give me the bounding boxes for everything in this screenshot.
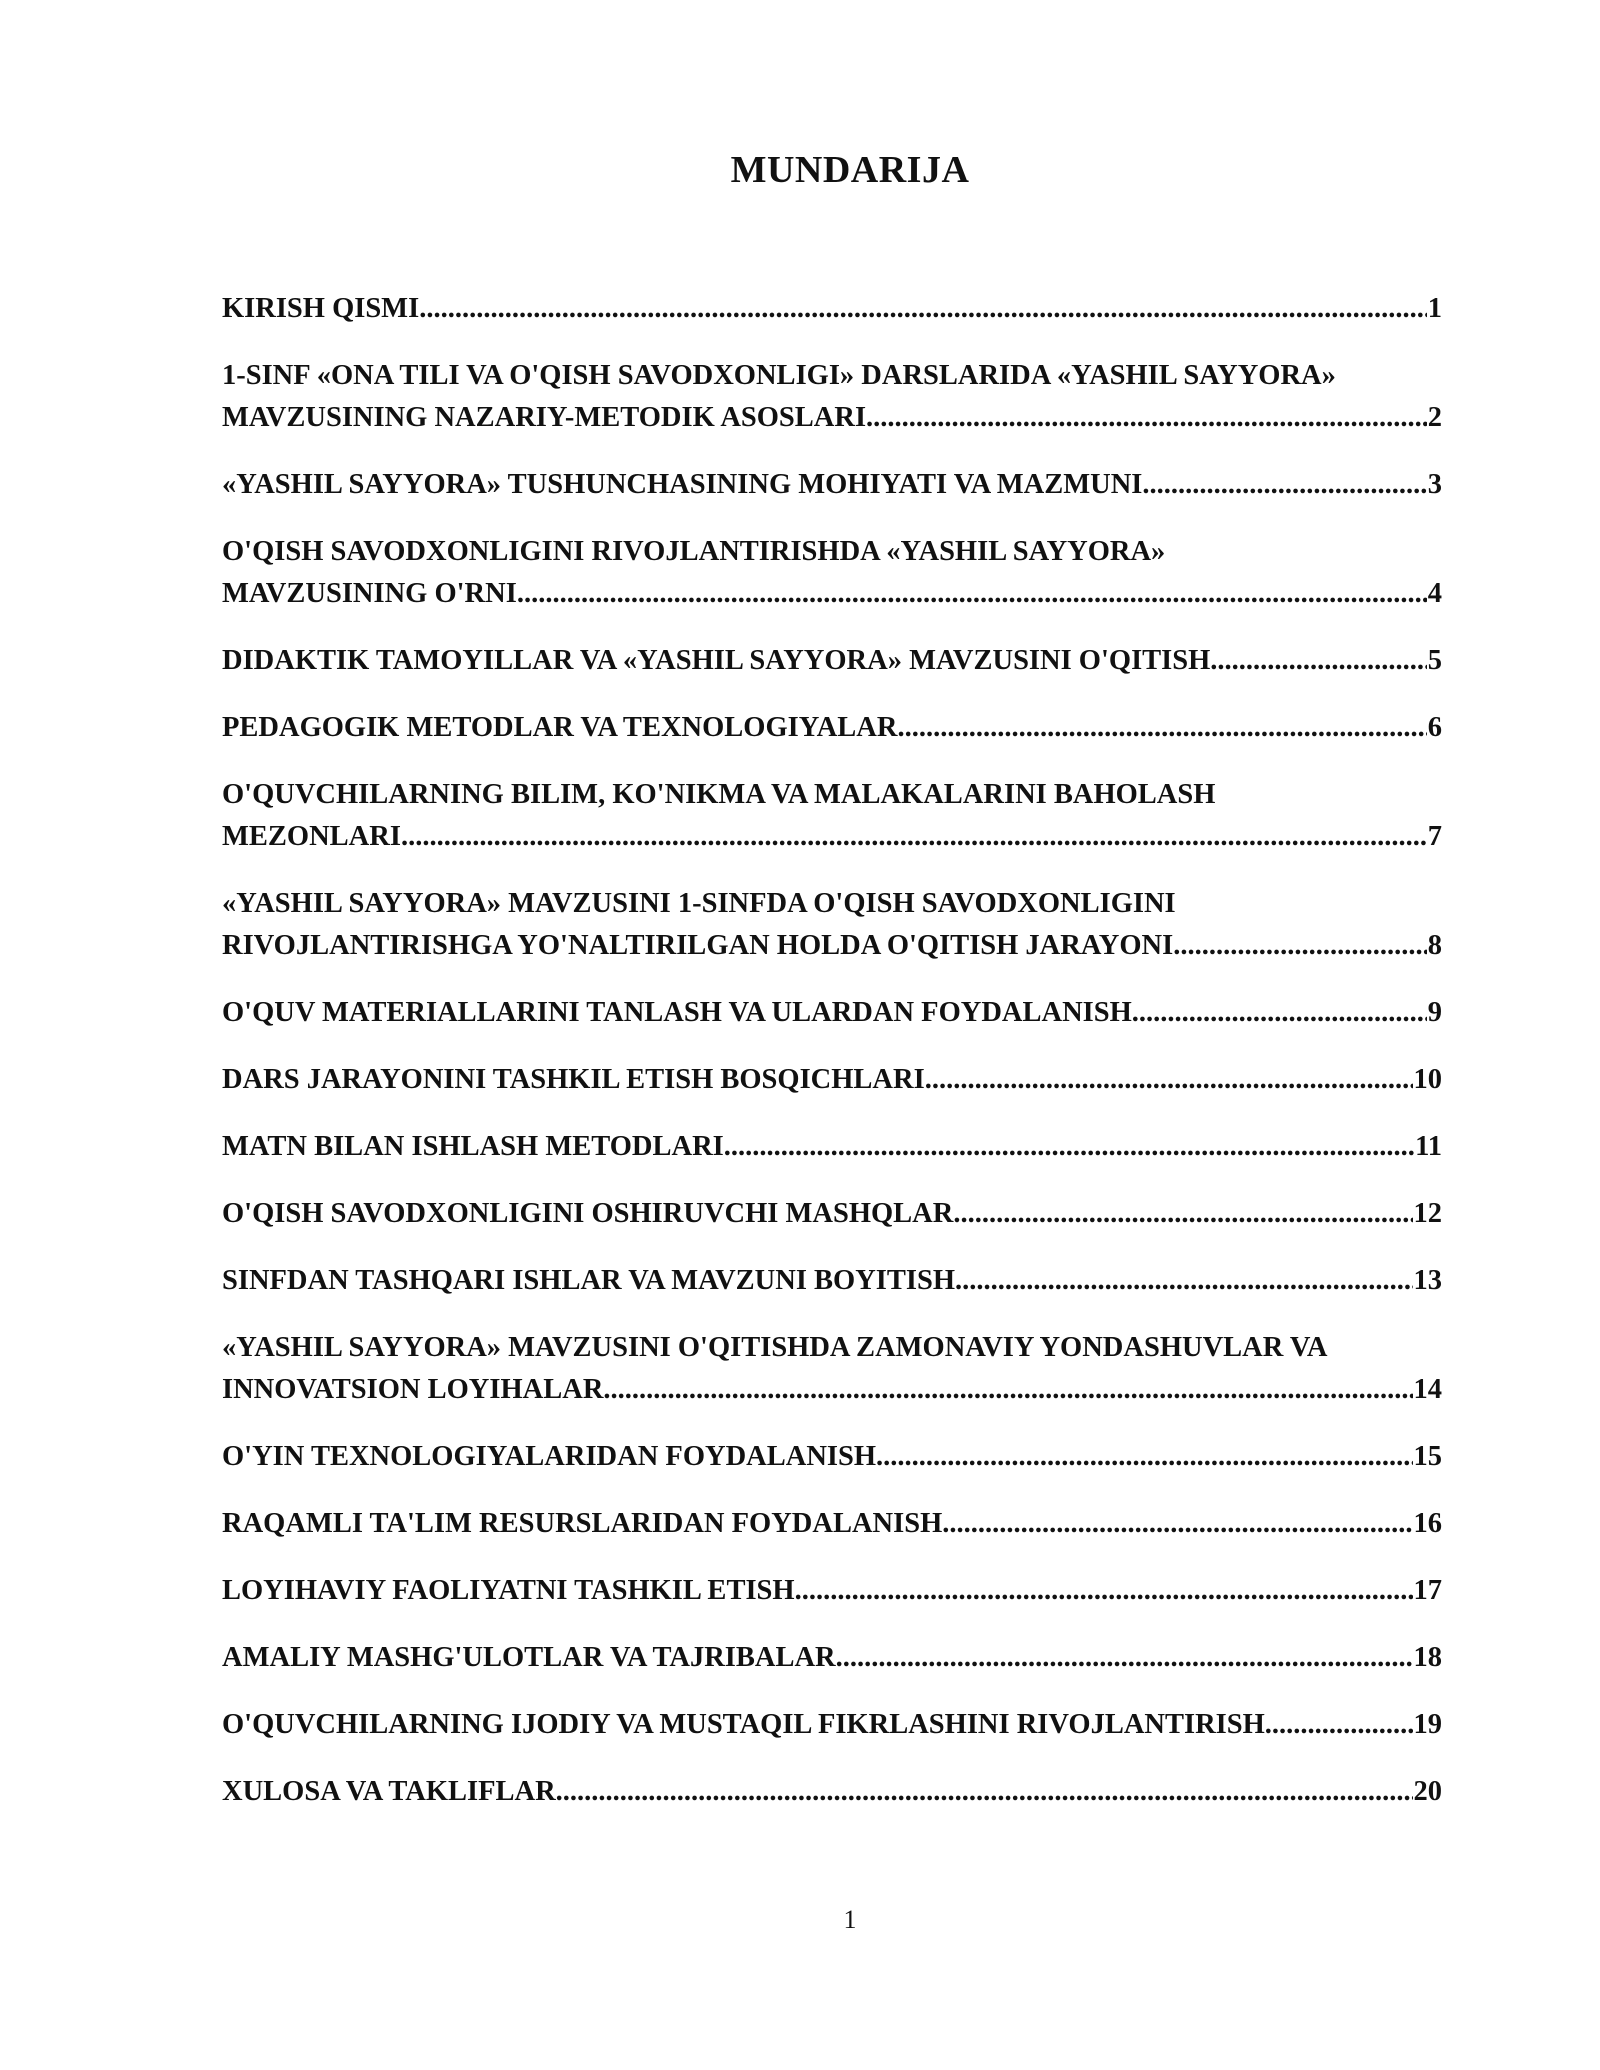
toc-entry[interactable] [222, 1126, 1442, 1168]
toc-entry-title-line: MAVZUSINING O'RNI [222, 578, 517, 609]
dot-leader [603, 1369, 1412, 1411]
toc-entry[interactable] [222, 883, 1442, 967]
dot-leader [1132, 992, 1427, 1034]
toc-page-number: 17 [1413, 1575, 1442, 1606]
toc-page-number: 14 [1413, 1374, 1442, 1405]
toc-entry-last-line [222, 1369, 1442, 1411]
toc-entry-title-line: O'QISH SAVODXONLIGINI RIVOJLANTIRISHDA «YASHIL SAYYORA» [222, 536, 1166, 567]
toc-entry-title-line: «YASHIL SAYYORA» MAVZUSINI O'QITISHDA ZAMONAVIY YONDASHUVLAR VA [222, 1332, 1328, 1363]
toc-page-number: 10 [1413, 1064, 1442, 1095]
toc-entry[interactable] [222, 1570, 1442, 1612]
toc-entry-title-line: O'QUVCHILARNING IJODIY VA MUSTAQIL FIKRLASHINI RIVOJLANTIRISH [222, 1709, 1265, 1740]
toc-entry-last-line [222, 1260, 1442, 1302]
toc-entry-last-line [222, 464, 1442, 506]
toc-entry-last-line [222, 1059, 1442, 1101]
toc-entry[interactable] [222, 1637, 1442, 1679]
toc-entry-last-line [222, 1771, 1442, 1813]
toc-page-number: 9 [1427, 997, 1442, 1028]
toc-entry-title-line: MAVZUSINING NAZARIY-METODIK ASOSLARI [222, 402, 867, 433]
toc-page-number: 18 [1413, 1642, 1442, 1673]
toc-entry-last-line [222, 1436, 1442, 1478]
toc-entry-title-line: AMALIY MASHG'ULOTLAR VA TAJRIBALAR [222, 1642, 836, 1673]
page-number: 1 [843, 1905, 857, 1934]
toc-page-number: 8 [1427, 930, 1442, 961]
toc-entry-last-line [222, 1503, 1442, 1545]
toc-entry[interactable] [222, 640, 1442, 682]
toc-entry-title-line: «YASHIL SAYYORA» TUSHUNCHASINING MOHIYATI VA MAZMUNI [222, 469, 1143, 500]
toc-entry-last-line [222, 925, 1442, 967]
toc-entry-title-line: KIRISH QISMI [222, 293, 420, 324]
toc-entry[interactable] [222, 1503, 1442, 1545]
toc-page-number: 1 [1427, 293, 1442, 324]
toc-entry-last-line [222, 1126, 1442, 1168]
toc-entry-title-line: INNOVATSION LOYIHALAR [222, 1374, 604, 1405]
toc-entry-last-line [222, 1704, 1442, 1746]
toc-entry-title-line: 1-SINF «ONA TILI VA O'QISH SAVODXONLIGI» DARSLARIDA «YASHIL SAYYORA» [222, 360, 1336, 391]
toc-entry-last-line [222, 1637, 1442, 1679]
dot-leader [953, 1193, 1412, 1235]
dot-leader [866, 397, 1427, 439]
toc-entry[interactable] [222, 774, 1442, 858]
dot-leader [1173, 925, 1427, 967]
toc-page-number: 3 [1427, 469, 1442, 500]
toc-entry-last-line [222, 992, 1442, 1034]
toc-entry-title-line: MATN BILAN ISHLASH METODLARI [222, 1131, 724, 1162]
toc-page-number: 5 [1427, 645, 1442, 676]
dot-leader [517, 573, 1427, 615]
dot-leader [724, 1126, 1414, 1168]
toc-entry-title-line: RIVOJLANTIRISHGA YO'NALTIRILGAN HOLDA O'QITISH JARAYONI [222, 930, 1174, 961]
toc-page-number: 7 [1427, 821, 1442, 852]
toc-entry[interactable] [222, 1327, 1442, 1411]
toc-page-number: 13 [1413, 1265, 1442, 1296]
dot-leader [419, 288, 1427, 330]
toc-entry-title-line: DARS JARAYONINI TASHKIL ETISH BOSQICHLARI [222, 1064, 925, 1095]
dot-leader [1210, 640, 1426, 682]
table-of-contents [222, 288, 1442, 1838]
toc-entry-last-line [222, 1193, 1442, 1235]
toc-entry[interactable] [222, 1193, 1442, 1235]
toc-page-number: 2 [1427, 402, 1442, 433]
toc-page-number: 12 [1413, 1198, 1442, 1229]
toc-entry-last-line [222, 288, 1442, 330]
toc-entry-title-line: MEZONLARI [222, 821, 401, 852]
toc-entry-title-line: «YASHIL SAYYORA» MAVZUSINI 1-SINFDA O'QISH SAVODXONLIGINI [222, 888, 1176, 919]
toc-entry-last-line [222, 707, 1442, 749]
dot-leader [401, 816, 1427, 858]
toc-entry-title-line: O'YIN TEXNOLOGIYALARIDAN FOYDALANISH [222, 1441, 877, 1472]
toc-page-number: 19 [1413, 1709, 1442, 1740]
toc-entry[interactable] [222, 992, 1442, 1034]
toc-page-number: 20 [1413, 1776, 1442, 1807]
toc-entry-title-line: O'QUV MATERIALLARINI TANLASH VA ULARDAN FOYDALANISH [222, 997, 1132, 1028]
toc-entry-title-line: LOYIHAVIY FAOLIYATNI TASHKIL ETISH [222, 1575, 795, 1606]
dot-leader [942, 1503, 1412, 1545]
dot-leader [955, 1260, 1412, 1302]
toc-entry-title-line: DIDAKTIK TAMOYILLAR VA «YASHIL SAYYORA» MAVZUSINI O'QITISH [222, 645, 1211, 676]
toc-page-number: 4 [1427, 578, 1442, 609]
toc-entry-title-line: RAQAMLI TA'LIM RESURSLARIDAN FOYDALANISH [222, 1508, 943, 1539]
toc-entry[interactable] [222, 1771, 1442, 1813]
dot-leader [836, 1637, 1413, 1679]
toc-page-number: 15 [1413, 1441, 1442, 1472]
toc-entry[interactable] [222, 464, 1442, 506]
toc-entry-last-line [222, 397, 1442, 439]
toc-page-number: 6 [1427, 712, 1442, 743]
page-title: MUNDARIJA [730, 149, 970, 191]
toc-entry[interactable] [222, 1704, 1442, 1746]
dot-leader [1142, 464, 1426, 506]
toc-entry[interactable] [222, 288, 1442, 330]
dot-leader [897, 707, 1426, 749]
dot-leader [795, 1570, 1413, 1612]
toc-entry-last-line [222, 640, 1442, 682]
toc-entry-title-line: O'QISH SAVODXONLIGINI OSHIRUVCHI MASHQLAR [222, 1198, 954, 1229]
toc-entry[interactable] [222, 1059, 1442, 1101]
toc-entry-title-line: XULOSA VA TAKLIFLAR [222, 1776, 556, 1807]
toc-entry-title-line: O'QUVCHILARNING BILIM, KO'NIKMA VA MALAKALARINI BAHOLASH [222, 779, 1216, 810]
toc-entry-title-line: SINFDAN TASHQARI ISHLAR VA MAVZUNI BOYITISH [222, 1265, 956, 1296]
toc-entry-title-line: PEDAGOGIK METODLAR VA TEXNOLOGIYALAR [222, 712, 898, 743]
toc-entry-last-line [222, 816, 1442, 858]
dot-leader [556, 1771, 1413, 1813]
dot-leader [1265, 1704, 1413, 1746]
dot-leader [876, 1436, 1412, 1478]
toc-entry-last-line [222, 573, 1442, 615]
toc-entry[interactable] [222, 707, 1442, 749]
toc-entry[interactable] [222, 1260, 1442, 1302]
toc-entry[interactable] [222, 531, 1442, 615]
toc-entry[interactable] [222, 1436, 1442, 1478]
dot-leader [925, 1059, 1413, 1101]
toc-entry-last-line [222, 1570, 1442, 1612]
toc-page-number: 11 [1415, 1131, 1442, 1162]
toc-entry[interactable] [222, 355, 1442, 439]
toc-page-number: 16 [1413, 1508, 1442, 1539]
